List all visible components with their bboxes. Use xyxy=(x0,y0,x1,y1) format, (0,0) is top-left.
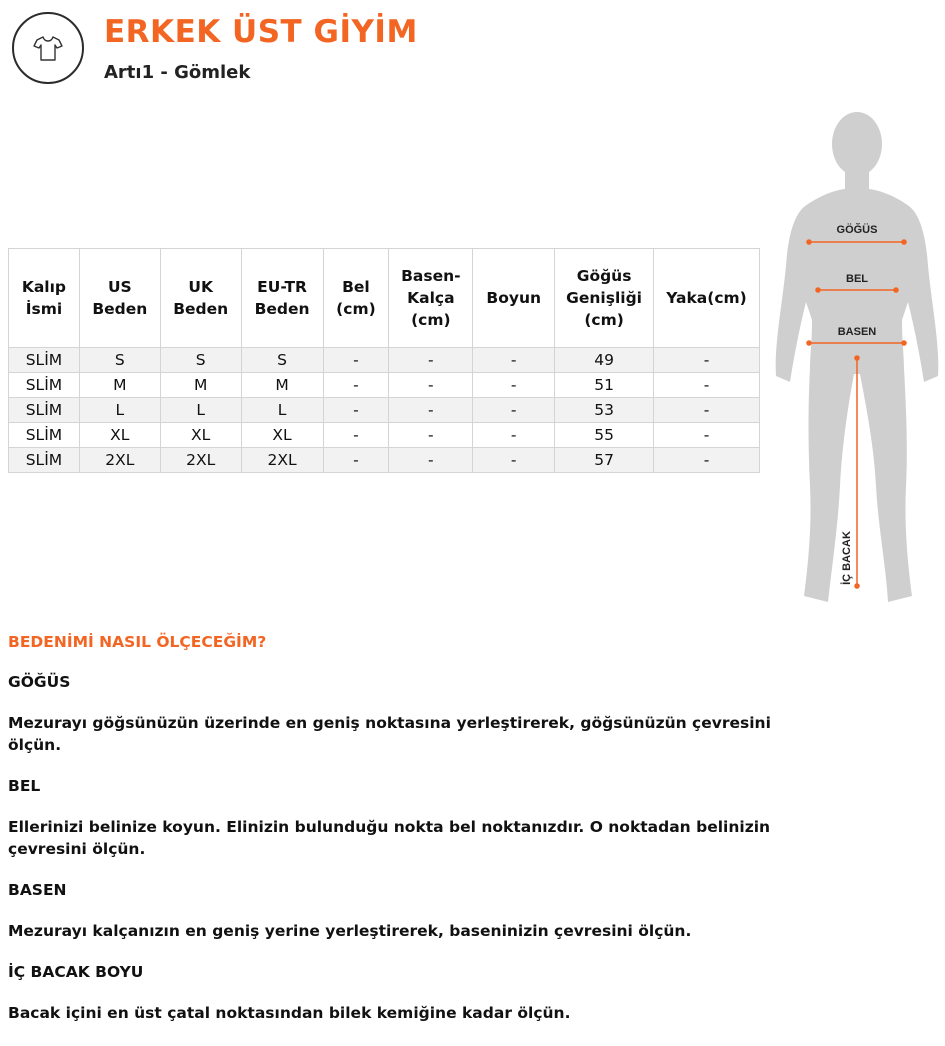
cell-basen: - xyxy=(389,423,473,448)
category-badge xyxy=(12,12,84,84)
section-label: BEL xyxy=(8,777,41,795)
measurement-guide xyxy=(8,633,798,1045)
section-text: Mezurayı göğsünüzün üzerinde en geniş noktasına yerleştirerek, göğsünüzün çevresini ölçün. xyxy=(8,714,771,754)
table-row xyxy=(9,348,760,373)
cell-us: 2XL xyxy=(79,448,160,473)
page-subtitle: Artı1 - Gömlek xyxy=(104,62,251,83)
cell-fit: SLİM xyxy=(9,423,80,448)
section-label: BASEN xyxy=(8,881,67,899)
cell-eu-tr: L xyxy=(241,398,323,423)
header-bel: Bel (cm) xyxy=(323,249,389,348)
cell-boyun: - xyxy=(473,373,555,398)
section-label: GÖĞÜS xyxy=(8,673,71,691)
size-table xyxy=(8,248,760,473)
section-text: Ellerinizi belinize koyun. Elinizin bulunduğu nokta bel noktanızdır. O noktadan belinizin çevresini ölçün. xyxy=(8,818,771,858)
table-row xyxy=(9,373,760,398)
body-silhouette xyxy=(768,106,945,610)
cell-boyun: - xyxy=(473,398,555,423)
cell-bel: - xyxy=(323,348,389,373)
cell-fit: SLİM xyxy=(9,398,80,423)
cell-us: XL xyxy=(79,423,160,448)
cell-yaka: - xyxy=(654,423,760,448)
cell-basen: - xyxy=(389,348,473,373)
cell-uk: M xyxy=(160,373,241,398)
cell-boyun: - xyxy=(473,423,555,448)
cell-basen: - xyxy=(389,398,473,423)
cell-us: M xyxy=(79,373,160,398)
tshirt-icon xyxy=(33,34,63,62)
cell-bel: - xyxy=(323,448,389,473)
page-title: ERKEK ÜST GİYİM xyxy=(104,14,418,50)
cell-gogus: 51 xyxy=(555,373,654,398)
cell-eu-tr: M xyxy=(241,373,323,398)
guide-section-chest xyxy=(8,673,798,756)
cell-fit: SLİM xyxy=(9,448,80,473)
cell-yaka: - xyxy=(654,373,760,398)
section-label: İÇ BACAK BOYU xyxy=(8,963,144,981)
cell-fit: SLİM xyxy=(9,348,80,373)
guide-section-inseam xyxy=(8,963,798,1024)
waist-label: BEL xyxy=(846,273,868,285)
header-gogus-genisligi: Göğüs Genişliği (cm) xyxy=(555,249,654,348)
measurement-figure xyxy=(768,106,945,610)
cell-eu-tr: S xyxy=(241,348,323,373)
cell-yaka: - xyxy=(654,448,760,473)
table-row xyxy=(9,398,760,423)
guide-section-waist xyxy=(8,777,798,860)
header-us-beden: US Beden xyxy=(79,249,160,348)
cell-fit: SLİM xyxy=(9,373,80,398)
hip-label: BASEN xyxy=(837,326,877,338)
guide-section-hip xyxy=(8,881,798,942)
cell-eu-tr: XL xyxy=(241,423,323,448)
cell-gogus: 57 xyxy=(555,448,654,473)
cell-yaka: - xyxy=(654,348,760,373)
table-row xyxy=(9,423,760,448)
header-kalip-ismi: Kalıp İsmi xyxy=(9,249,80,348)
cell-us: S xyxy=(79,348,160,373)
header-uk-beden: UK Beden xyxy=(160,249,241,348)
table-row xyxy=(9,448,760,473)
cell-gogus: 49 xyxy=(555,348,654,373)
section-text: Bacak içini en üst çatal noktasından bilek kemiğine kadar ölçün. xyxy=(8,1004,571,1022)
header-boyun: Boyun xyxy=(473,249,555,348)
cell-bel: - xyxy=(323,398,389,423)
inseam-label: İÇ BACAK xyxy=(841,531,853,585)
header-yaka: Yaka(cm) xyxy=(654,249,760,348)
size-table-header-row xyxy=(9,249,760,348)
header-eu-tr-beden: EU-TR Beden xyxy=(241,249,323,348)
cell-uk: S xyxy=(160,348,241,373)
cell-basen: - xyxy=(389,373,473,398)
header-basen-kalca: Basen- Kalça (cm) xyxy=(389,249,473,348)
cell-bel: - xyxy=(323,423,389,448)
cell-yaka: - xyxy=(654,398,760,423)
cell-uk: 2XL xyxy=(160,448,241,473)
cell-boyun: - xyxy=(473,448,555,473)
cell-gogus: 53 xyxy=(555,398,654,423)
cell-us: L xyxy=(79,398,160,423)
cell-eu-tr: 2XL xyxy=(241,448,323,473)
chest-label: GÖĞÜS xyxy=(836,224,878,236)
cell-gogus: 55 xyxy=(555,423,654,448)
size-table-head xyxy=(9,249,760,348)
cell-bel: - xyxy=(323,373,389,398)
cell-basen: - xyxy=(389,448,473,473)
cell-uk: XL xyxy=(160,423,241,448)
cell-boyun: - xyxy=(473,348,555,373)
section-text: Mezurayı kalçanızın en geniş yerine yerleştirerek, baseninizin çevresini ölçün. xyxy=(8,922,692,940)
guide-title: BEDENİMİ NASIL ÖLÇECEĞİM? xyxy=(8,633,267,651)
cell-uk: L xyxy=(160,398,241,423)
